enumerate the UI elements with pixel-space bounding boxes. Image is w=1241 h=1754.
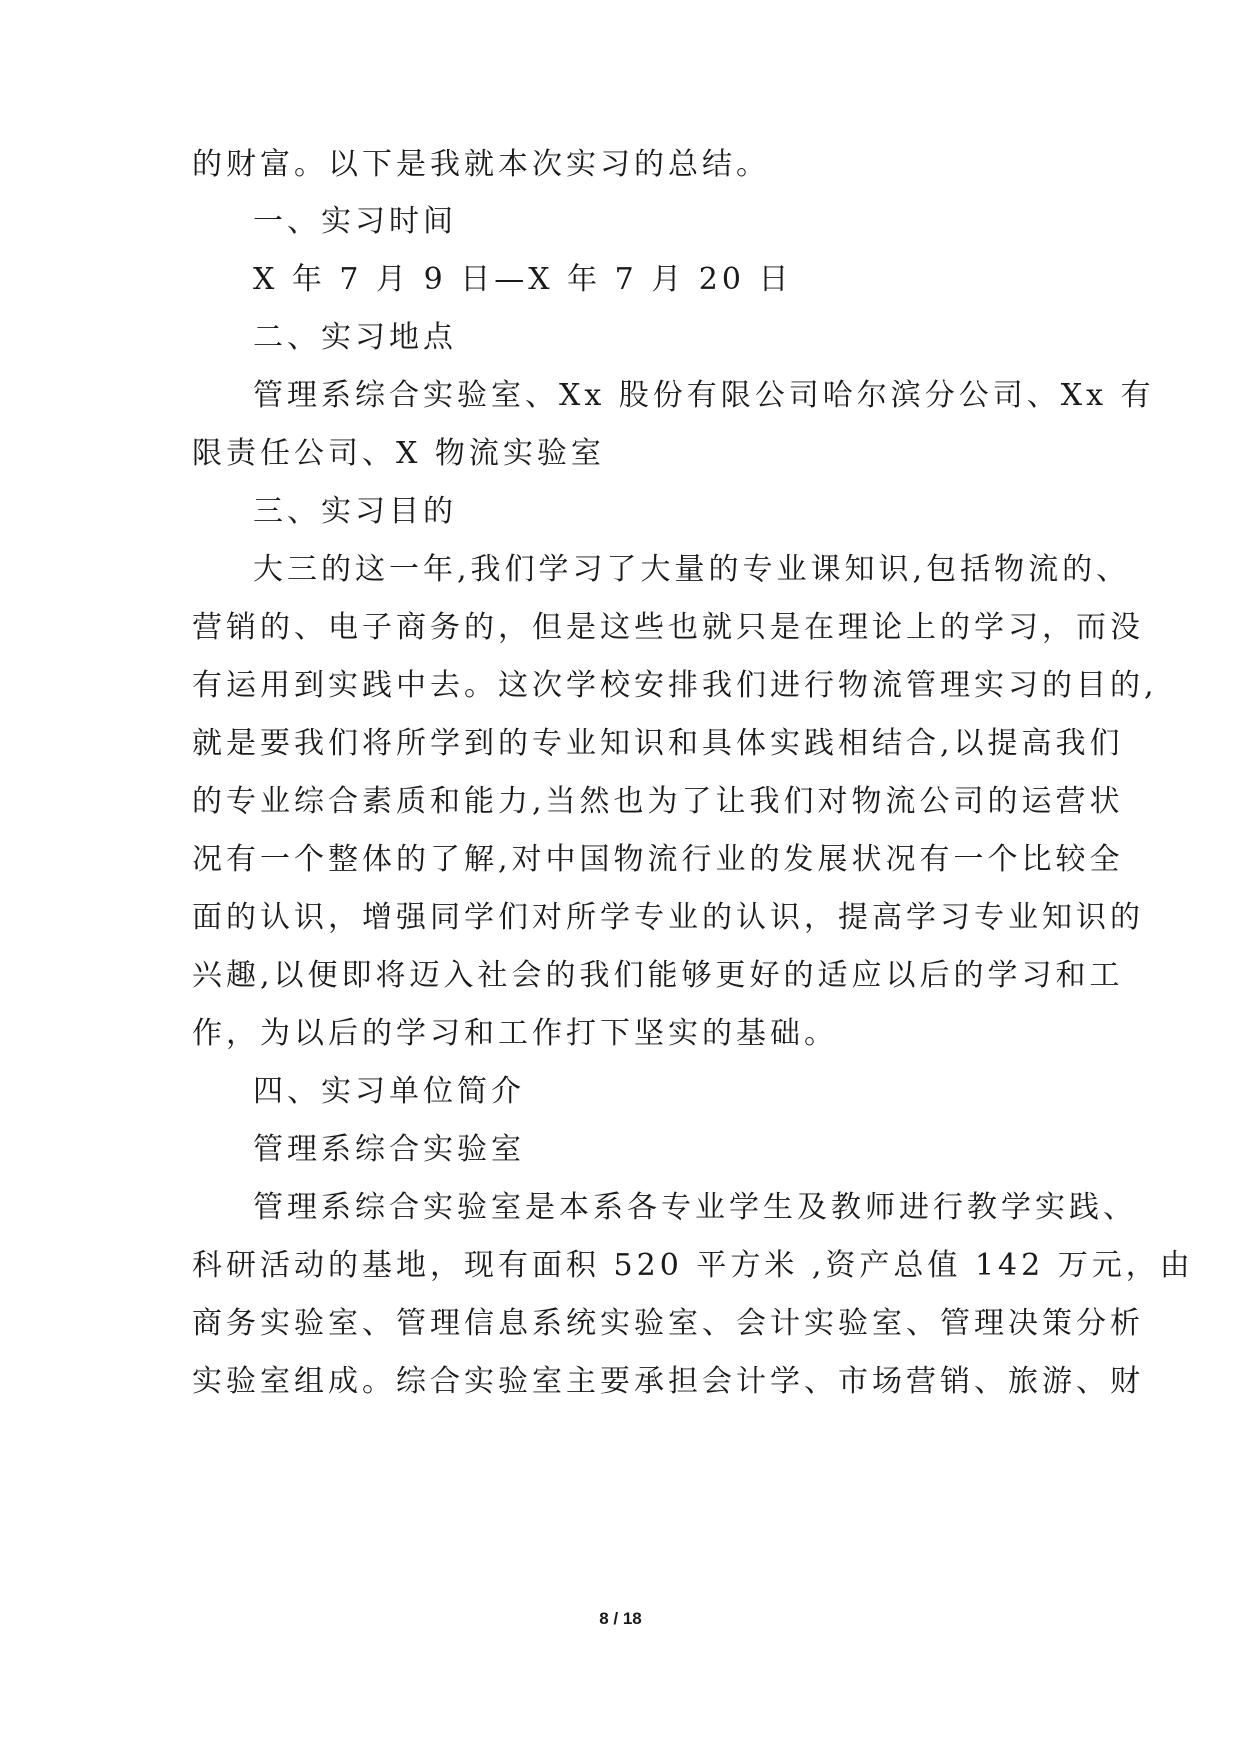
text-line: 作，为以后的学习和工作打下坚实的基础。 bbox=[192, 1016, 838, 1051]
section-heading: 四、实习单位简介 bbox=[253, 1074, 525, 1109]
text-line: 管理系综合实验室是本系各专业学生及教师进行教学实践、 bbox=[253, 1190, 1137, 1225]
text-line: 就是要我们将所学到的专业知识和具体实践相结合,以提高我们 bbox=[192, 726, 1124, 761]
text-line: 管理系综合实验室、Xx 股份有限公司哈尔滨分公司、Xx 有 bbox=[253, 378, 1155, 413]
section-heading: 三、实习目的 bbox=[253, 494, 457, 529]
text-line: 科研活动的基地，现有面积 520 平方米 ,资产总值 142 万元，由 bbox=[192, 1248, 1194, 1283]
subheading: 管理系综合实验室 bbox=[253, 1132, 525, 1167]
text-line: 实验室组成。综合实验室主要承担会计学、市场营销、旅游、财 bbox=[192, 1364, 1144, 1399]
text-line: 限责任公司、X 物流实验室 bbox=[192, 436, 605, 471]
text-line: 兴趣,以便即将迈入社会的我们能够更好的适应以后的学习和工 bbox=[192, 958, 1124, 993]
text-line: X 年 7 月 9 日—X 年 7 月 20 日 bbox=[253, 262, 793, 297]
text-line: 商务实验室、管理信息系统实验室、会计实验室、管理决策分析 bbox=[192, 1306, 1144, 1341]
text-line: 的财富。以下是我就本次实习的总结。 bbox=[192, 147, 770, 182]
text-line: 营销的、电子商务的，但是这些也就只是在理论上的学习，而没 bbox=[192, 610, 1144, 645]
page-number: 8 / 18 bbox=[599, 1609, 642, 1628]
section-heading: 二、实习地点 bbox=[253, 320, 457, 355]
section-heading: 一、实习时间 bbox=[253, 204, 457, 239]
text-line: 有运用到实践中去。这次学校安排我们进行物流管理实习的目的, bbox=[192, 668, 1158, 703]
text-line: 况有一个整体的了解,对中国物流行业的发展状况有一个比较全 bbox=[192, 842, 1124, 877]
text-line: 的专业综合素质和能力,当然也为了让我们对物流公司的运营状 bbox=[192, 784, 1124, 819]
text-line: 面的认识，增强同学们对所学专业的认识，提高学习专业知识的 bbox=[192, 900, 1144, 935]
text-line: 大三的这一年,我们学习了大量的专业课知识,包括物流的、 bbox=[253, 552, 1131, 587]
